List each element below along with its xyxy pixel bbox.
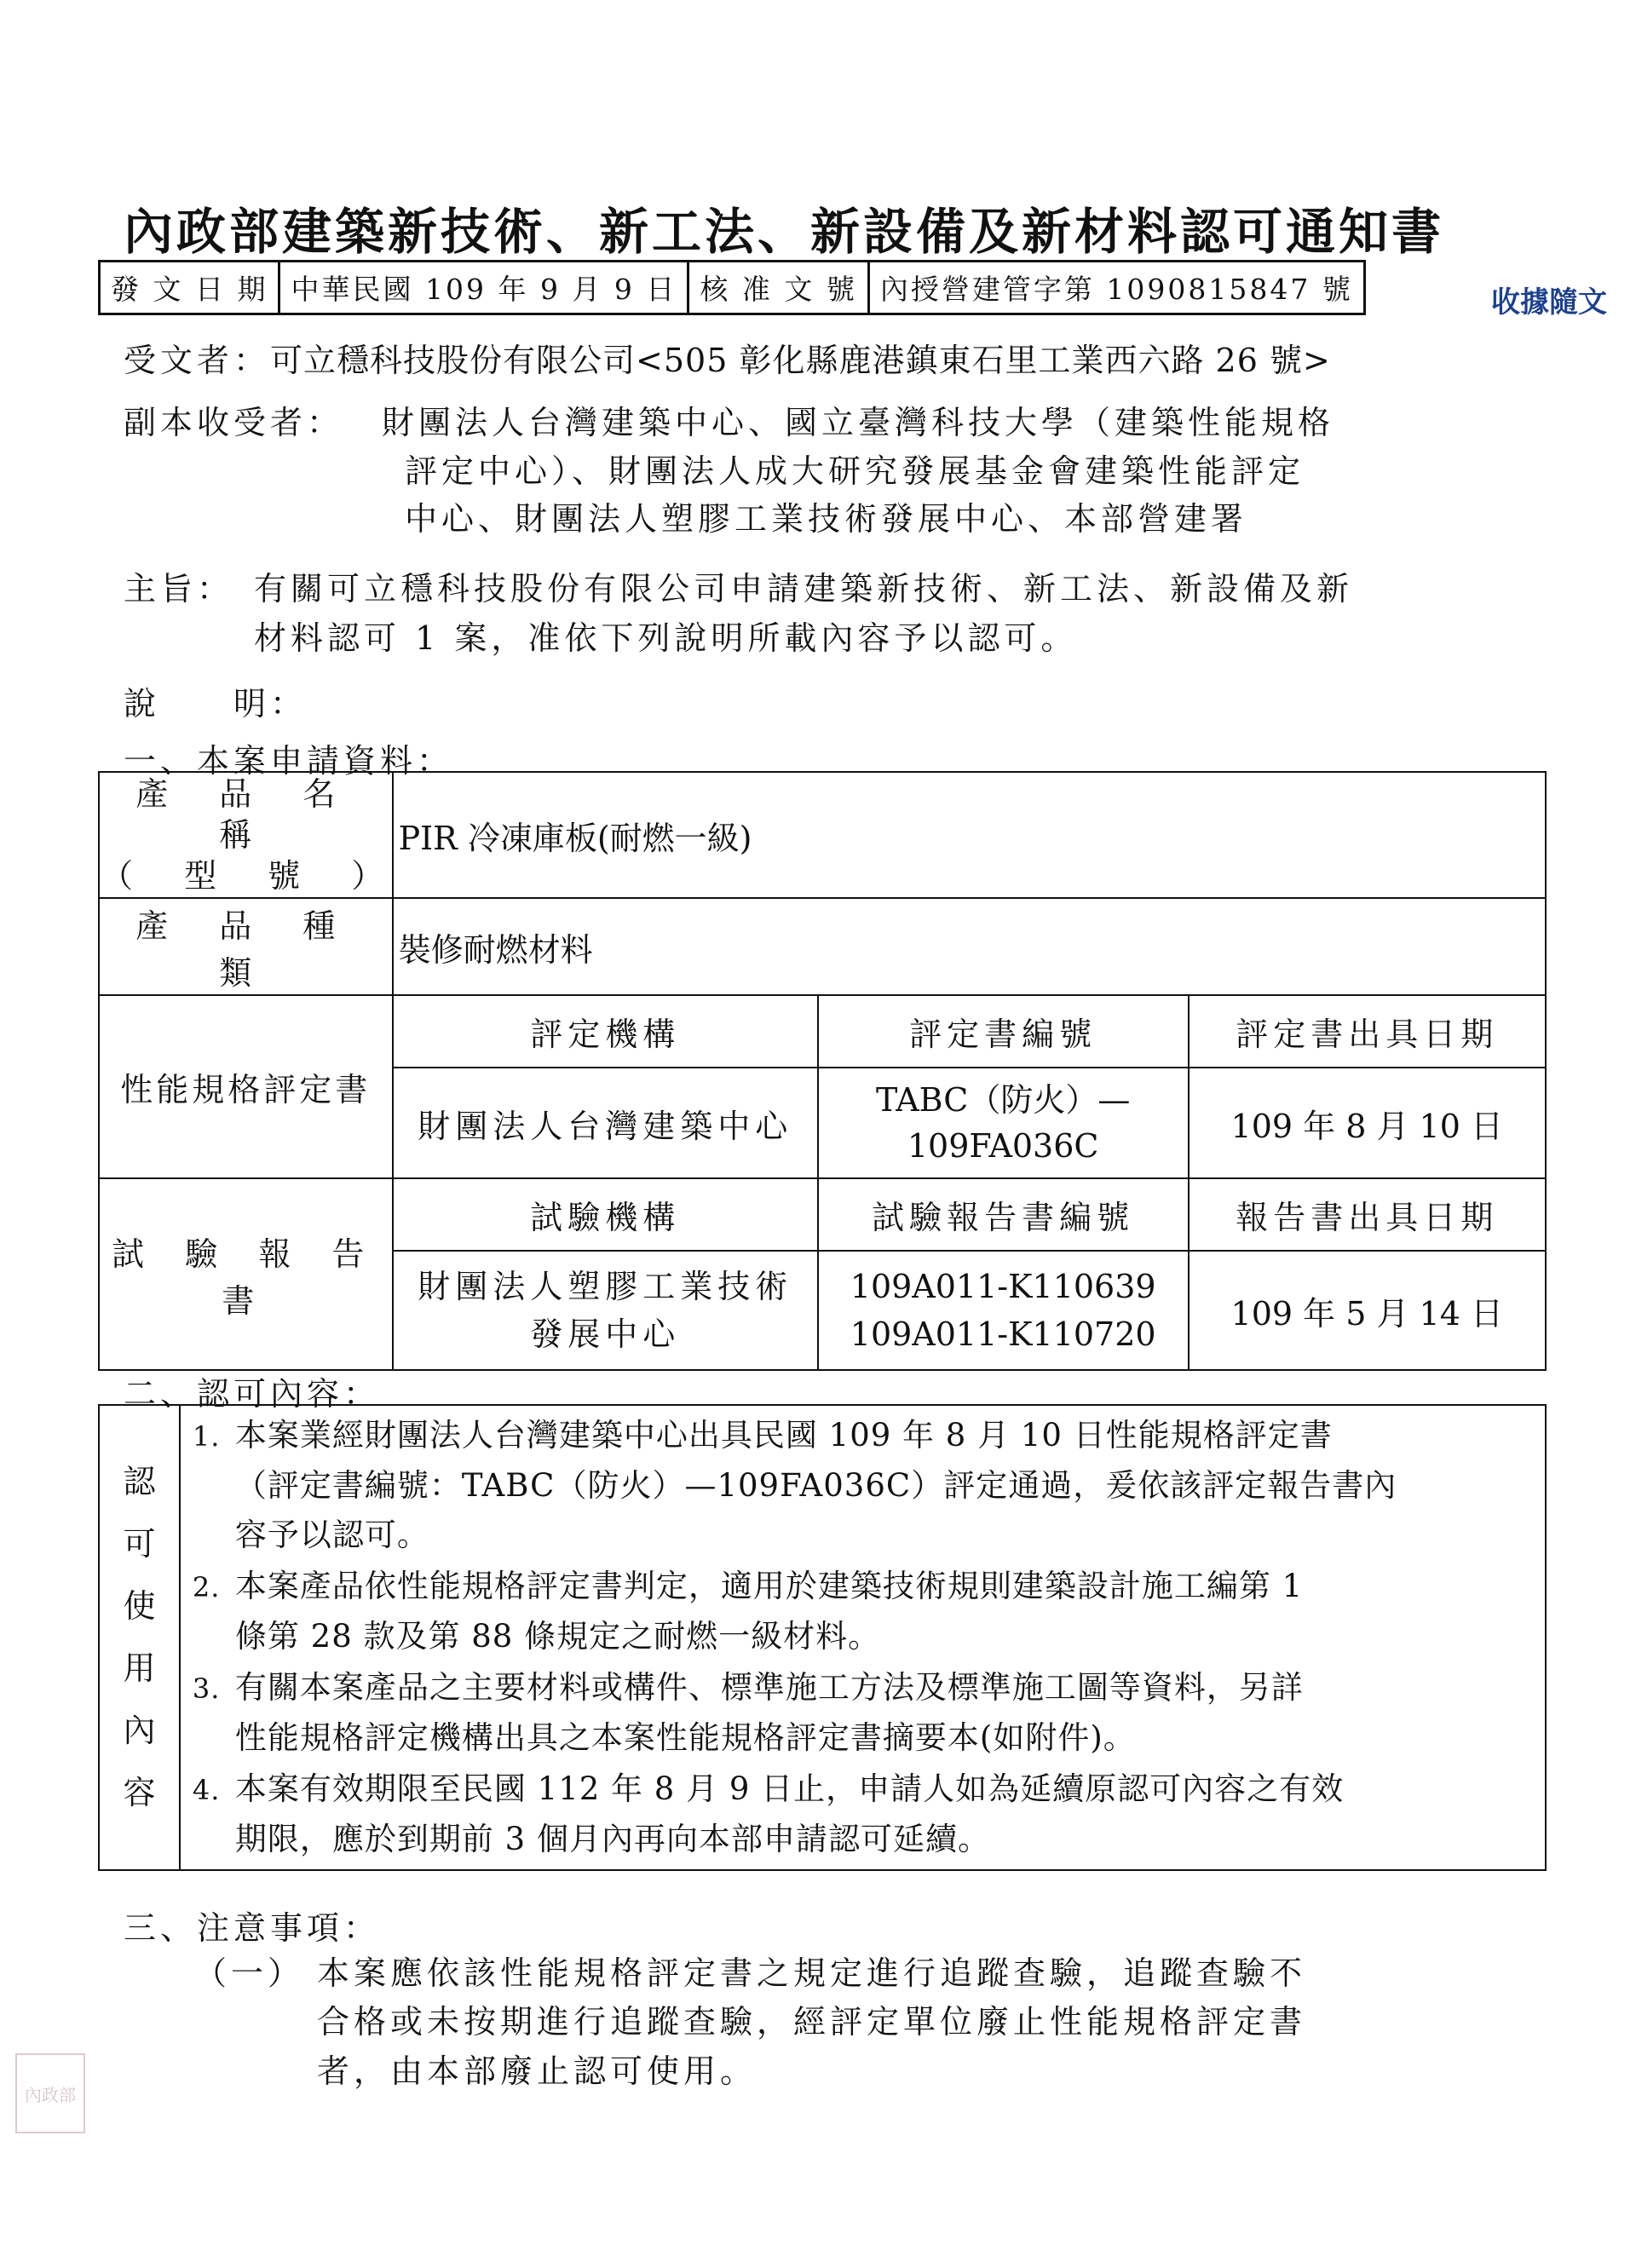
item-4-line-1: 本案有效期限至民國 112 年 8 月 9 日止，申請人如為延續原認可內容之有效 <box>234 1770 1345 1807</box>
cert-header-org: 評定機構 <box>393 995 818 1068</box>
side-char-5: 內 <box>123 1712 156 1749</box>
subject-line-2: 材料認可 1 案，准依下列說明所載內容予以認可。 <box>254 619 1078 657</box>
item-1-line-2: （評定書編號：TABC（防火）—109FA036C）評定通過，爰依該評定報告書內 <box>234 1467 1397 1504</box>
cert-number-line-2: 109FA036C <box>907 1127 1099 1165</box>
test-org-cell <box>393 1251 818 1370</box>
cert-org: 財團法人台灣建築中心 <box>393 1068 818 1178</box>
product-name-label-cell <box>99 772 405 898</box>
approval-number-value: 內授營建管字第 1090815847 號 <box>868 262 1364 314</box>
test-report-label: 試 驗 報 告 書 <box>99 1178 393 1370</box>
product-type-value: 裝修耐燃材料 <box>393 898 1546 995</box>
approval-item <box>193 1562 1535 1661</box>
note-item-number: （一） <box>194 1954 305 1992</box>
item-2-line-2: 條第 28 款及第 88 條規定之耐燃一級材料。 <box>234 1618 881 1655</box>
product-model-label: （ 型 號 ） <box>101 857 405 895</box>
note-line-2: 合格或未按期進行追蹤查驗，經評定單位廢止性能規格評定書 <box>317 2003 1307 2041</box>
test-number-line-2: 109A011-K110720 <box>850 1315 1156 1353</box>
subject-line-1: 有關可立穩科技股份有限公司申請建築新技術、新工法、新設備及新 <box>254 570 1354 607</box>
item-number: 3. <box>192 1672 221 1705</box>
item-number: 4. <box>192 1774 221 1806</box>
item-1-line-1: 本案業經財團法人台灣建築中心出具民國 109 年 8 月 10 日性能規格評定書 <box>234 1417 1333 1453</box>
note-line-1: 本案應依該性能規格評定書之規定進行追蹤查驗，追蹤查驗不 <box>317 1954 1307 1992</box>
cc-label: 副本收受者： <box>124 404 344 441</box>
application-data-table <box>98 771 1547 1371</box>
approval-item <box>193 1411 1535 1560</box>
section1-heading: 一、本案申請資料： <box>124 742 454 780</box>
test-org-line-1: 財團法人塑膠工業技術 <box>418 1268 793 1305</box>
test-number-cell <box>818 1251 1189 1370</box>
approval-item <box>193 1764 1535 1864</box>
cert-header-date: 評定書出具日期 <box>1189 995 1546 1068</box>
item-2-line-1: 本案產品依性能規格評定書判定，適用於建築技術規則建築設計施工編第 1 <box>234 1568 1304 1604</box>
recipient-label: 受文者： <box>124 342 271 379</box>
note-line-3: 者，由本部廢止認可使用。 <box>317 2052 758 2090</box>
cert-header-no: 評定書編號 <box>818 995 1189 1068</box>
side-char-4: 用 <box>123 1649 156 1687</box>
test-header-no: 試驗報告書編號 <box>818 1178 1189 1251</box>
issue-info-table <box>98 260 1366 315</box>
approval-number-label: 核 准 文 號 <box>688 262 868 314</box>
recipient-line <box>124 334 1331 381</box>
item-4-line-2: 期限，應於到期前 3 個月內再向本部申請認可延續。 <box>234 1821 990 1857</box>
faint-seal: 內政部 <box>15 2053 85 2133</box>
cert-number-cell <box>818 1068 1189 1178</box>
section2-heading: 二、認可內容： <box>124 1375 381 1413</box>
test-org-line-2: 發展中心 <box>530 1315 681 1353</box>
cert-label: 性能規格評定書 <box>99 995 393 1178</box>
document-title: 內政部建築新技術、新工法、新設備及新材料認可通知書 <box>124 203 1445 261</box>
recipient-value: 可立穩科技股份有限公司<505 彰化縣鹿港鎮東石里工業西六路 26 號> <box>270 342 1331 379</box>
cc-line-3: 中心、財團法人塑膠工業技術發展中心、本部營建署 <box>405 500 1248 538</box>
test-header-date: 報告書出具日期 <box>1189 1178 1546 1251</box>
product-type-label: 產 品 種 類 <box>99 898 393 995</box>
test-date: 109 年 5 月 14 日 <box>1189 1251 1546 1370</box>
item-1-line-3: 容予以認可。 <box>234 1517 429 1553</box>
approval-content-side-label <box>99 1405 180 1870</box>
test-header-org: 試驗機構 <box>393 1178 818 1251</box>
approval-item <box>193 1663 1535 1763</box>
approval-content-table <box>98 1404 1547 1871</box>
cc-line-2: 評定中心）、財團法人成大研究發展基金會建築性能評定 <box>405 452 1305 490</box>
cert-date: 109 年 8 月 10 日 <box>1189 1068 1546 1178</box>
item-number: 1. <box>192 1420 221 1453</box>
cert-number-line-1: TABC（防火）— <box>875 1081 1131 1119</box>
section3-heading: 三、注意事項： <box>124 1909 381 1947</box>
side-char-1: 認 <box>123 1463 156 1500</box>
test-number-line-1: 109A011-K110639 <box>850 1268 1156 1305</box>
item-3-line-2: 性能規格評定機構出具之本案性能規格評定書摘要本(如附件)。 <box>234 1719 1136 1756</box>
issue-date-value: 中華民國 109 年 9 月 9 日 <box>279 262 688 314</box>
side-char-2: 可 <box>123 1525 156 1563</box>
explanation-label: 說 明： <box>124 685 308 722</box>
side-char-3: 使 <box>123 1587 156 1625</box>
item-3-line-1: 有關本案產品之主要材料或構件、標準施工方法及標準施工圖等資料，另詳 <box>234 1669 1304 1706</box>
product-name-value: PIR 冷凍庫板(耐燃一級) <box>393 772 1546 898</box>
margin-stamp-note: 收據隨文 <box>1491 285 1607 319</box>
subject-label: 主旨： <box>124 570 234 607</box>
side-char-6: 容 <box>123 1774 156 1811</box>
product-name-label: 產 品 名 稱 <box>135 775 356 854</box>
issue-date-label: 發 文 日 期 <box>100 262 279 314</box>
cc-line-1: 財團法人台灣建築中心、國立臺灣科技大學（建築性能規格 <box>382 404 1335 441</box>
approval-content-items <box>180 1405 1546 1870</box>
item-number: 2. <box>192 1571 221 1603</box>
